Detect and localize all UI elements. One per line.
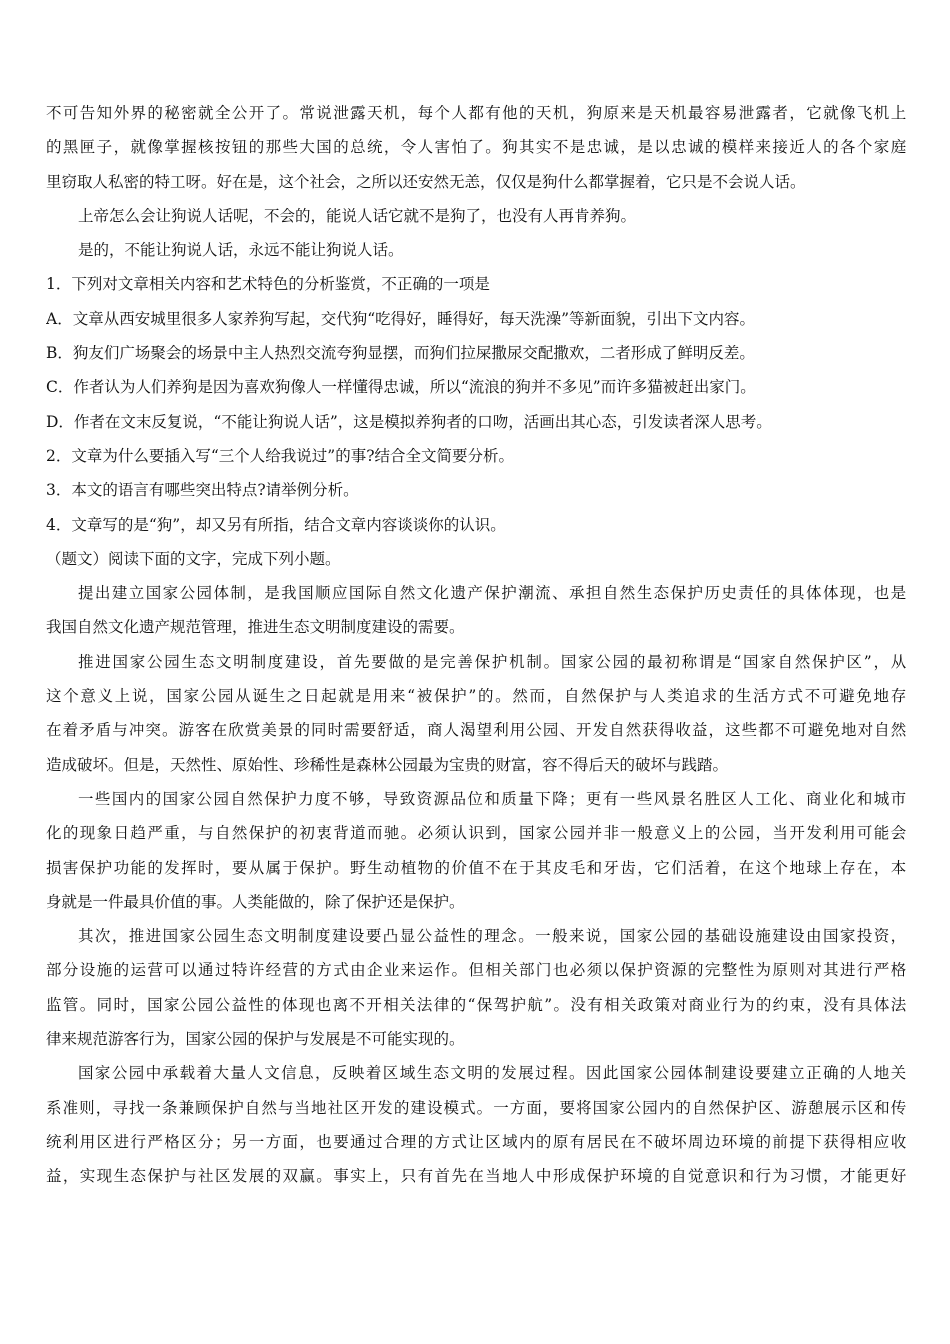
document-page	[46, 96, 906, 1194]
text-line: 其次，推进国家公园生态文明制度建设要凸显公益性的理念。一般来说，国家公园的基础设施建设由国家投资，	[78, 927, 906, 946]
text-line: 监管。同时，国家公园公益性的体现也离不开相关法律的“保驾护航”。没有相关政策对商业行为的约束，没有具体法	[46, 995, 906, 1014]
text-line: 在着矛盾与冲突。游客在欣赏美景的同时需要舒适，商人渴望利用公园、开发自然获得收益，这些都不可避免地对自然	[46, 721, 906, 740]
text-line: 益，实现生态保护与社区发展的双赢。事实上，只有首先在当地人中形成保护环境的自觉意识和行为习惯，才能更好	[46, 1167, 906, 1186]
passage1-para2: 上帝怎么会让狗说人话呢，不会的，能说人话它就不是狗了，也没有人再肯养狗。	[78, 206, 637, 225]
text-line: 造成破坏。但是，天然性、原始性、珍稀性是森林公园最为宝贵的财富，容不得后天的破坏与践踏。	[46, 755, 729, 774]
passage1-para3: 是的，不能让狗说人话，永远不能让狗说人话。	[78, 241, 404, 260]
question-2: 2．文章为什么要插入写“三个人给我说过”的事?结合全文简要分析。	[46, 446, 515, 465]
passage2-para4	[46, 919, 906, 1056]
option-b: B．狗友们广场聚会的场景中主人热烈交流夸狗显摆，而狗们拉屎撒尿交配撒欢，二者形成了鲜明反差。	[46, 344, 755, 363]
text-line: 损害保护功能的发挥时，要从属于保护。野生动植物的价值不在于其皮毛和牙齿，它们活着，在这个地球上存在，本	[46, 858, 906, 877]
text-line: 一些国内的国家公园自然保护力度不够，导致资源品位和质量下降；更有一些风景名胜区人工化、商业化和城市	[78, 789, 906, 808]
question-4: 4．文章写的是“狗”，却又另有所指，结合文章内容谈谈你的认识。	[46, 515, 506, 534]
option-a: A．文章从西安城里很多人家养狗写起，交代狗“吃得好，睡得好，每天洗澡”等新面貌，引出下文内容。	[46, 309, 756, 328]
passage2-para5	[46, 1056, 906, 1193]
text-line: 系准则，寻找一条兼顾保护自然与当地社区开发的建设模式。一方面，要将国家公园内的自然保护区、游憩展示区和传	[46, 1098, 906, 1117]
passage2-para2	[46, 645, 906, 782]
text-line: 不可告知外界的秘密就全公开了。常说泄露天机，每个人都有他的天机，狗原来是天机最容易泄露者，它就像飞机上	[46, 104, 906, 122]
text-line: 国家公园中承载着大量人文信息，反映着区域生态文明的发展过程。因此国家公园体制建设要建立正确的人地关	[78, 1064, 906, 1083]
passage2-para1	[46, 576, 906, 645]
text-line: 我国自然文化遗产规范管理，推进生态文明制度建设的需要。	[46, 618, 465, 637]
text-line: 提出建立国家公园体制，是我国顺应国际自然文化遗产保护潮流、承担自然生态保护历史责任的具体体现，也是	[78, 584, 906, 603]
text-line: 律来规范游客行为，国家公园的保护与发展是不可能实现的。	[46, 1030, 465, 1049]
passage1-para1	[46, 96, 906, 199]
text-line: 部分设施的运营可以通过特许经营的方式由企业来运作。但相关部门也必须以保护资源的完整性为原则对其进行严格	[46, 961, 906, 980]
option-d: D．作者在文末反复说，“不能让狗说人话”，这是模拟养狗者的口吻，活画出其心态，引发读者深人思考。	[46, 412, 772, 431]
passage2-para3	[46, 782, 906, 919]
question-1: 1．下列对文章相关内容和艺术特色的分析鉴赏，不正确的一项是	[46, 275, 490, 294]
option-c: C．作者认为人们养狗是因为喜欢狗像人一样懂得忠诚，所以“流浪的狗并不多见”而许多猫被赶出家门。	[46, 378, 756, 397]
text-line: 身就是一件最具价值的事。人类能做的，除了保护还是保护。	[46, 892, 465, 911]
text-line: 的黑匣子，就像掌握核按钮的那些大国的总统，令人害怕了。狗其实不是忠诚，是以忠诚的模样来接近人的各个家庭	[46, 138, 906, 157]
text-line: 统利用区进行严格区分；另一方面，也要通过合理的方式让区域内的原有居民在不破坏周边环境的前提下获得相应收	[46, 1132, 906, 1151]
text-line: 化的现象日趋严重，与自然保护的初衷背道而驰。必须认识到，国家公园并非一般意义上的公园，当开发利用可能会	[46, 824, 906, 843]
question-3: 3．本文的语言有哪些突出特点?请举例分析。	[46, 481, 359, 500]
text-line: 这个意义上说，国家公园从诞生之日起就是用来“被保护”的。然而，自然保护与人类追求的生活方式不可避免地存	[46, 687, 906, 706]
passage2-heading: （题文）阅读下面的文字，完成下列小题。	[46, 549, 341, 568]
text-line: 推进国家公园生态文明制度建设，首先要做的是完善保护机制。国家公园的最初称谓是“国家自然保护区”，从	[78, 652, 906, 671]
text-line: 里窃取人私密的特工呀。好在是，这个社会，之所以还安然无恙，仅仅是狗什么都掌握着，它只是不会说人话。	[46, 172, 806, 191]
